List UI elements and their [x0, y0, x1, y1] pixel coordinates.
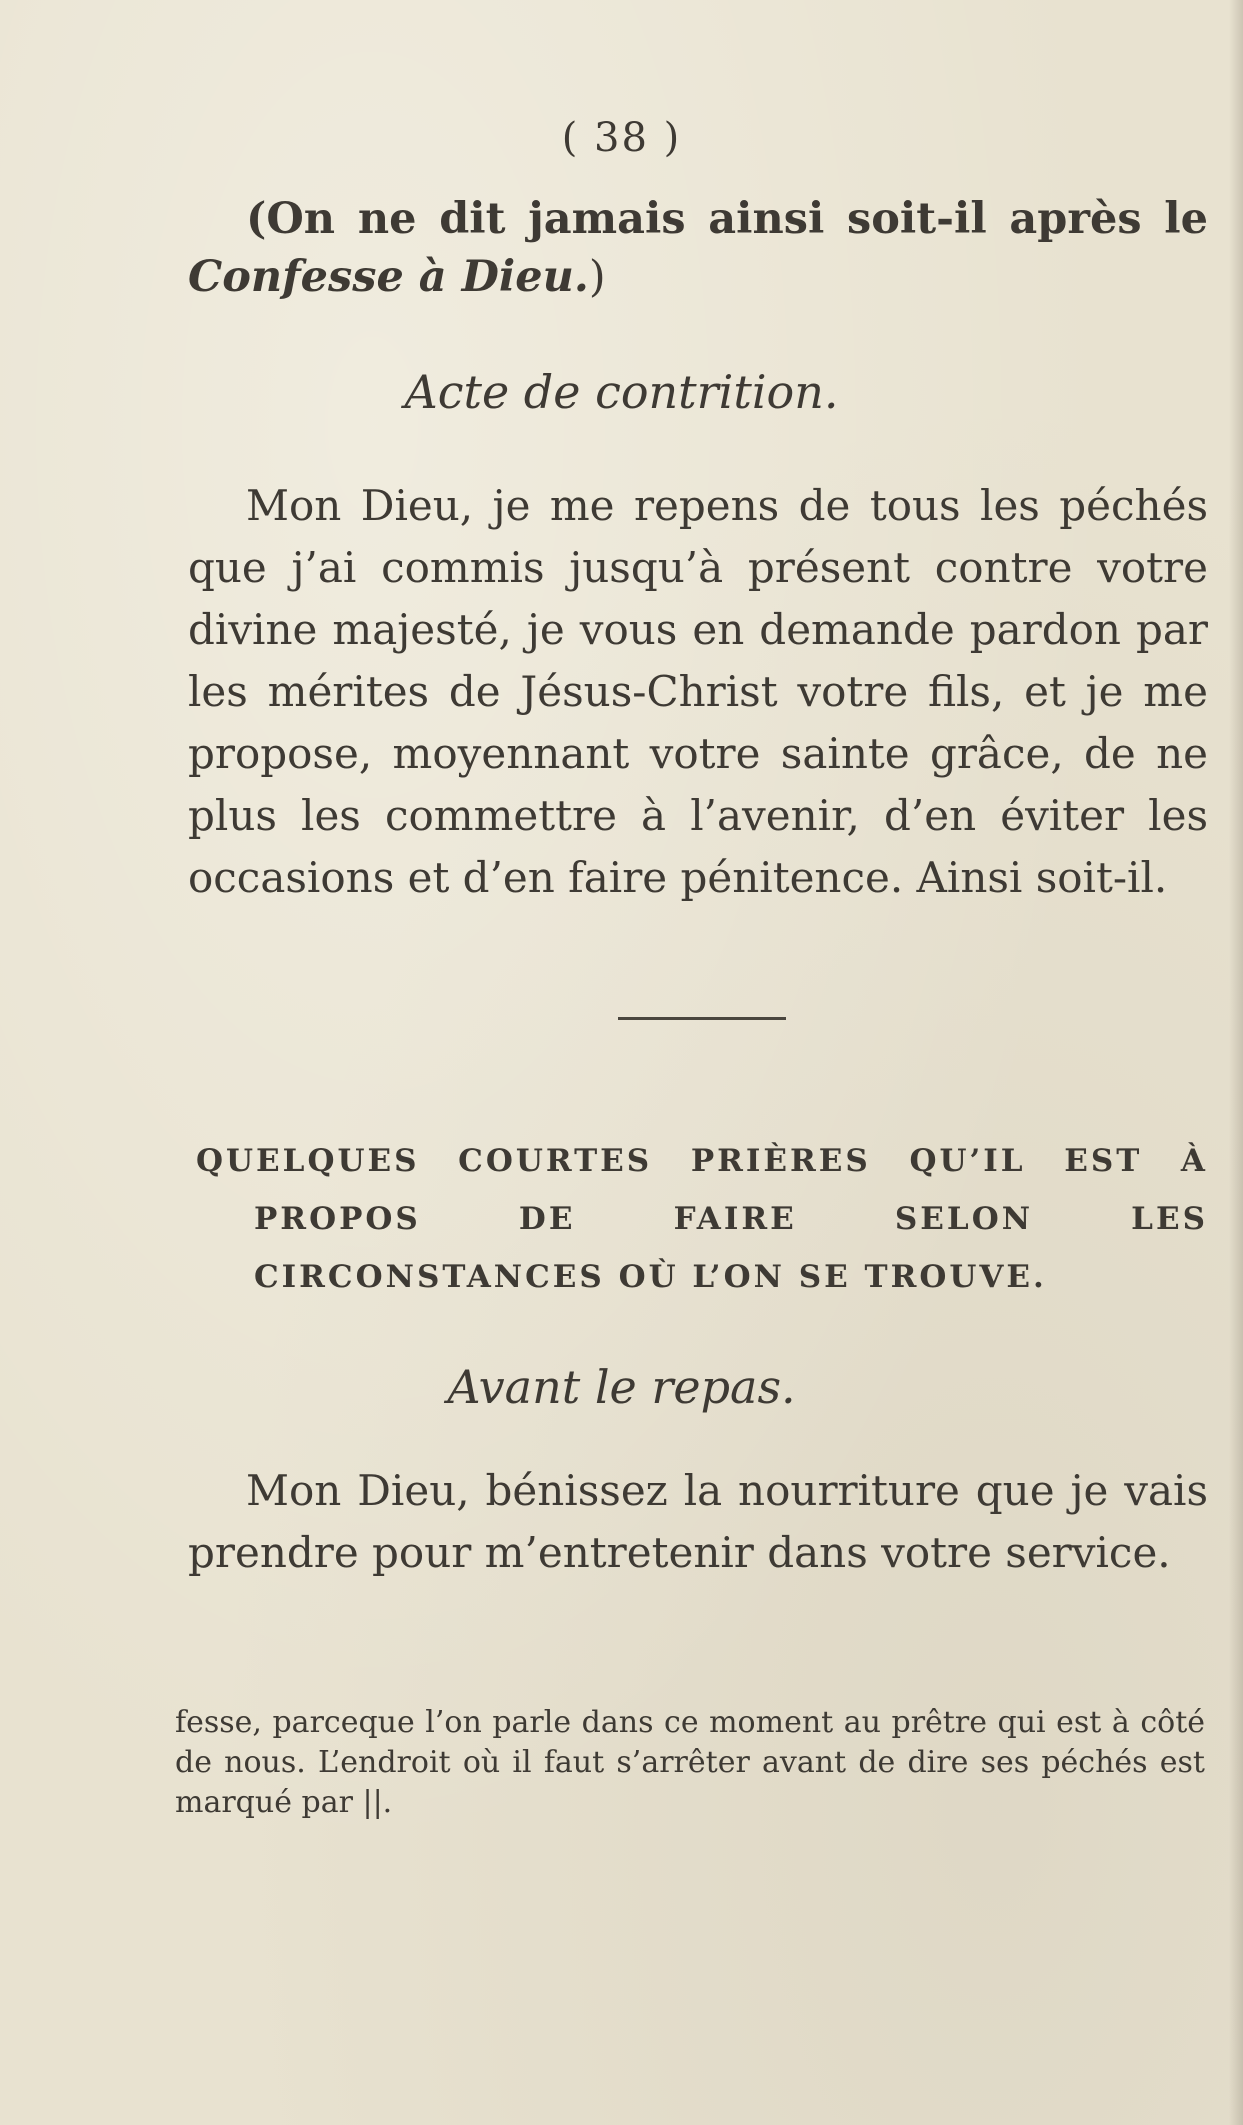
act-heading: Acte de contrition. [404, 365, 839, 419]
rubric-suffix: ) [588, 252, 606, 302]
page-number: ( 38 ) [561, 115, 682, 161]
rubric-emphasis: Confesse à Dieu. [188, 252, 589, 302]
section-title: QUELQUES COURTES PRIÈRES QU’IL EST À PROPOS DE FAIRE SELON LES CIRCONSTANCES OÙ L’ON SE TROUVE. [196, 1143, 1208, 1295]
section-divider [618, 1017, 786, 1020]
footnote: fesse, parceque l’on parle dans ce moment au prêtre qui est à côté de nous. L’endroit où il faut s’arrêter avant de dire ses péchés est marqué par ||. [175, 1705, 1205, 1820]
meal-prayer-text: Mon Dieu, bénissez la nourriture que je vais prendre pour m’entretenir dans votre service. [188, 1466, 1208, 1577]
act-of-contrition-text: Mon Dieu, je me repens de tous les péchés que j’ai commis jusqu’à présent contre votre divine majesté, je vous en demande pardon par les mérites de Jésus-Christ votre fils, et je me propose, moyennant votre sainte grâce, de ne plus les commettre à l’avenir, d’en éviter les occasions et d’en faire pénitence. Ainsi soit-il. [188, 481, 1208, 902]
rubric-prefix: (On ne dit jamais ainsi soit-il après le [246, 194, 1208, 244]
meal-heading: Avant le repas. [447, 1360, 796, 1414]
rubric-note [188, 190, 1208, 306]
page-edge-shadow [1229, 0, 1243, 2125]
